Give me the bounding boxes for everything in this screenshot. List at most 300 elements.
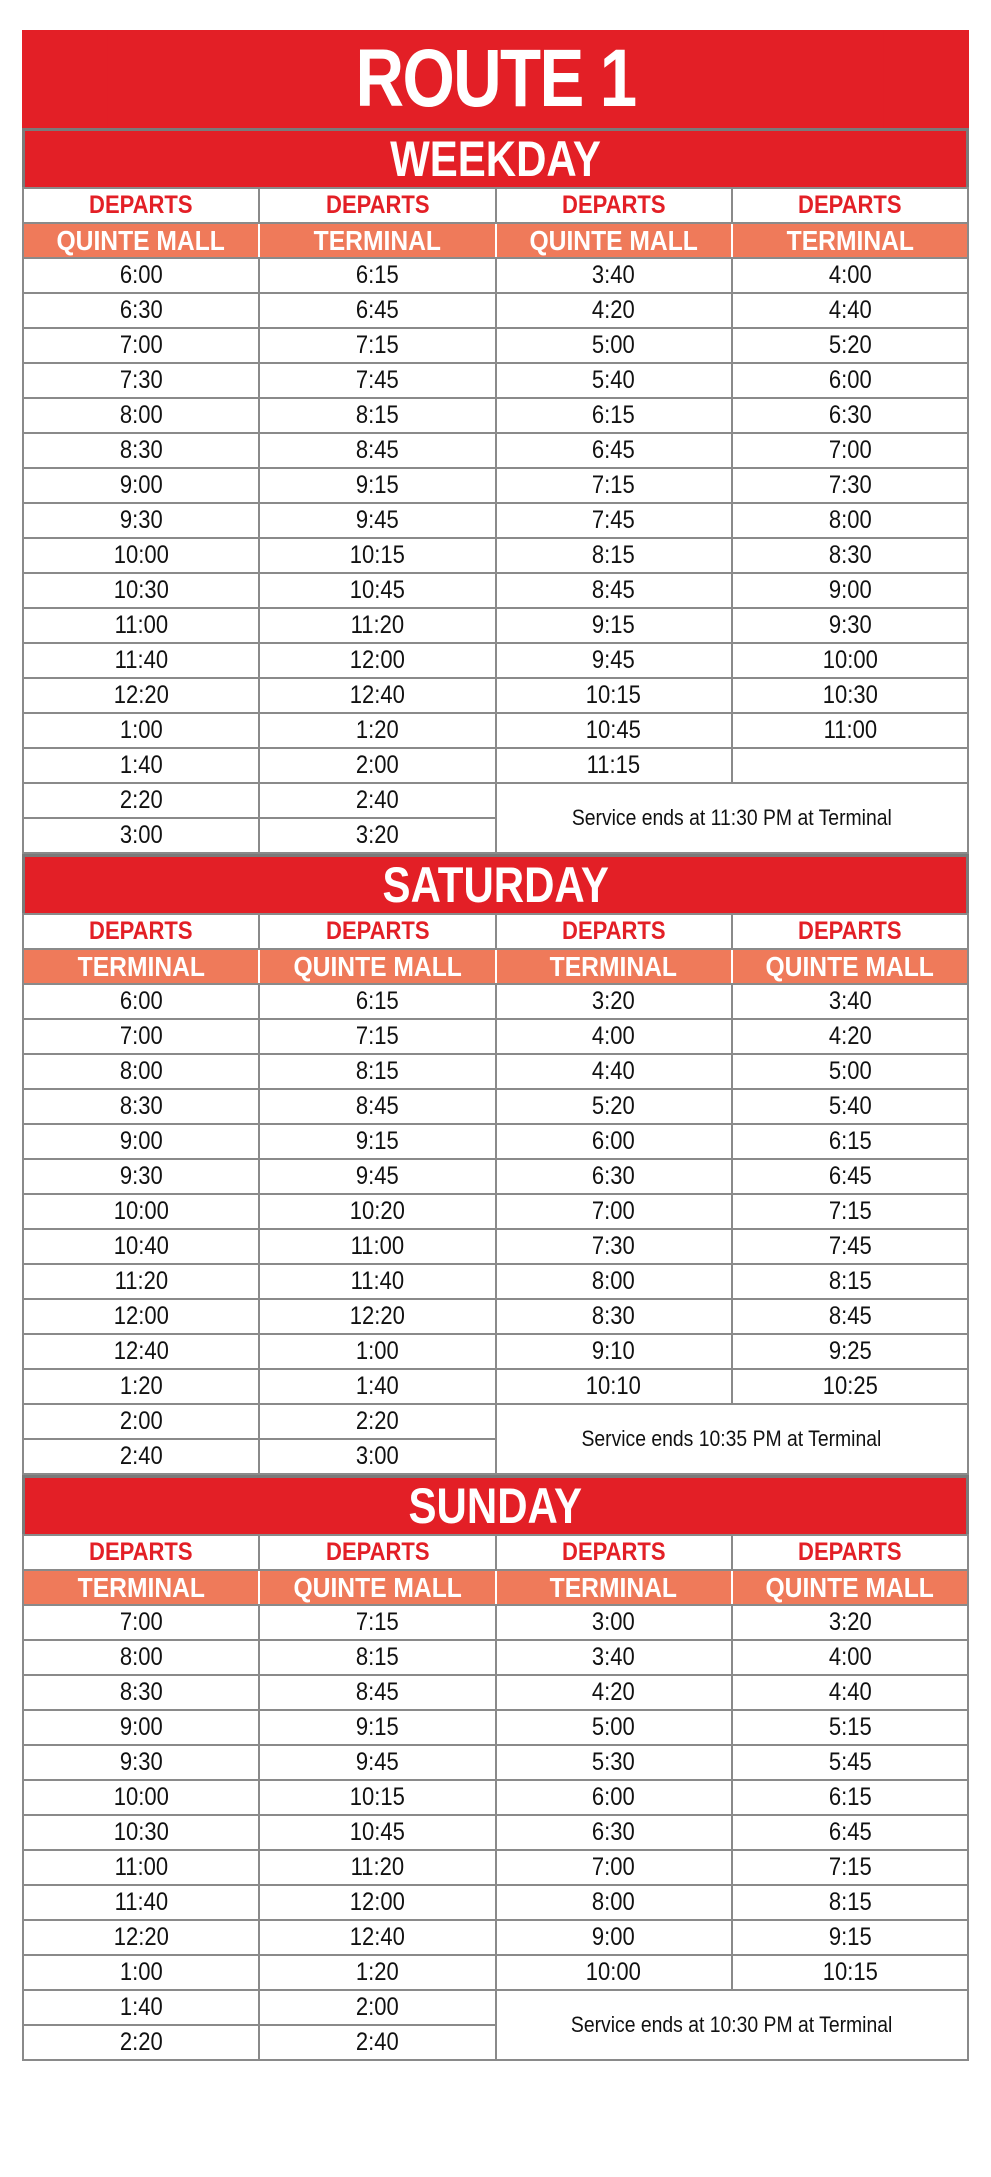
departure-time-text: 10:15 <box>822 1958 878 1986</box>
departure-time-text: 10:10 <box>586 1372 642 1400</box>
table-row <box>23 433 968 468</box>
schedule-sections <box>22 128 969 2061</box>
departure-time <box>23 608 259 643</box>
departure-time-text: 4:00 <box>828 1643 872 1671</box>
departure-time-text: 11:20 <box>350 1853 405 1881</box>
departure-time <box>23 1990 259 2025</box>
departure-time <box>259 678 495 713</box>
departure-time <box>496 1745 732 1780</box>
service-end-note-text: Service ends 10:35 PM at Terminal <box>581 1426 882 1451</box>
departs-header-row <box>23 914 968 949</box>
departure-time <box>23 293 259 328</box>
departure-time-text: 6:15 <box>355 987 399 1015</box>
departure-time-text: 5:20 <box>828 331 872 359</box>
departure-time-text: 10:00 <box>586 1958 642 1986</box>
departure-time-text: 8:00 <box>828 506 872 534</box>
departure-time <box>496 1334 732 1369</box>
departure-time <box>23 398 259 433</box>
departure-time-text: 4:20 <box>828 1022 872 1050</box>
departure-time <box>259 1369 495 1404</box>
departure-time <box>23 503 259 538</box>
departure-time <box>23 818 259 853</box>
departure-time-text: 3:20 <box>828 1608 872 1636</box>
departs-label <box>732 188 968 223</box>
departure-time-text: 7:00 <box>592 1197 636 1225</box>
table-row <box>23 1054 968 1089</box>
departure-time-text: 6:15 <box>828 1783 872 1811</box>
departure-time-text: 4:00 <box>592 1022 636 1050</box>
departure-time-text: 7:00 <box>119 331 163 359</box>
departure-time-text: 12:00 <box>349 1888 405 1916</box>
departure-time-text: 6:30 <box>119 296 163 324</box>
departure-time <box>496 1605 732 1640</box>
table-row <box>23 984 968 1019</box>
departure-time <box>732 713 968 748</box>
table-row <box>23 1815 968 1850</box>
departure-time-text: 1:40 <box>119 1993 163 2021</box>
departure-time <box>496 1850 732 1885</box>
departure-time-text: 1:00 <box>119 1958 163 1986</box>
departure-time-text: 11:00 <box>114 611 168 639</box>
departure-time <box>23 984 259 1019</box>
departure-time <box>23 1920 259 1955</box>
departure-time-text: 3:40 <box>828 987 872 1015</box>
stop-name <box>732 949 968 984</box>
departure-time-text: 7:00 <box>828 436 872 464</box>
stop-name-text: QUINTE MALL <box>293 1571 462 1603</box>
departure-time <box>496 1675 732 1710</box>
timetable-saturday <box>22 913 969 1475</box>
departure-time <box>732 748 968 783</box>
section-heading-weekday <box>22 128 969 187</box>
departure-time <box>259 468 495 503</box>
departure-time-text: 6:00 <box>592 1127 636 1155</box>
departure-time <box>23 1955 259 1990</box>
table-row <box>23 1159 968 1194</box>
departure-time-text: 8:15 <box>355 1057 399 1085</box>
stop-header-row <box>23 949 968 984</box>
departure-time-text: 6:15 <box>592 401 636 429</box>
departs-label-text: DEPARTS <box>325 1538 430 1566</box>
departure-time-text: 10:00 <box>113 1783 169 1811</box>
departure-time-text: 2:40 <box>119 1442 163 1470</box>
departure-time-text: 9:30 <box>119 506 163 534</box>
departure-time <box>259 363 495 398</box>
departs-label <box>23 914 259 949</box>
departure-time <box>496 1159 732 1194</box>
departure-time-text: 10:00 <box>113 541 169 569</box>
departure-time <box>496 713 732 748</box>
departure-time-text: 5:00 <box>592 1713 636 1741</box>
departure-time <box>496 1054 732 1089</box>
departure-time <box>259 818 495 853</box>
departure-time-text: 1:20 <box>355 1958 399 1986</box>
route-schedule <box>22 30 969 2061</box>
stop-header-row <box>23 1570 968 1605</box>
departure-time <box>732 1920 968 1955</box>
departure-time <box>23 643 259 678</box>
departure-time <box>496 258 732 293</box>
table-row <box>23 328 968 363</box>
departure-time-text: 11:40 <box>350 1267 405 1295</box>
departure-time-text: 8:00 <box>119 1643 163 1671</box>
departs-label-text: DEPARTS <box>325 191 430 219</box>
departure-time <box>732 1955 968 1990</box>
table-row <box>23 1885 968 1920</box>
departure-time-text: 8:00 <box>119 401 163 429</box>
departure-time <box>496 1229 732 1264</box>
departure-time-text: 6:15 <box>828 1127 872 1155</box>
departure-time <box>496 1019 732 1054</box>
departure-time-text: 9:25 <box>828 1337 872 1365</box>
table-row <box>23 503 968 538</box>
departure-time-text: 12:20 <box>349 1302 405 1330</box>
departure-time <box>23 1124 259 1159</box>
stop-name <box>732 223 968 258</box>
departs-label <box>259 188 495 223</box>
section-heading-label: SATURDAY <box>382 857 609 913</box>
departure-time-text: 6:45 <box>828 1162 872 1190</box>
departure-time <box>23 433 259 468</box>
stop-name <box>496 1570 732 1605</box>
departure-time-text: 4:00 <box>828 261 872 289</box>
departure-time <box>259 1264 495 1299</box>
departure-time <box>259 1990 495 2025</box>
stop-name <box>259 223 495 258</box>
departure-time <box>732 1089 968 1124</box>
departure-time-text: 11:20 <box>350 611 405 639</box>
departure-time-text: 5:20 <box>592 1092 636 1120</box>
departure-time-text: 2:20 <box>119 2028 163 2056</box>
table-row <box>23 1675 968 1710</box>
departure-time-text: 6:00 <box>119 987 163 1015</box>
departure-time-text: 8:15 <box>355 1643 399 1671</box>
departure-time-text: 1:00 <box>119 716 163 744</box>
table-row <box>23 643 968 678</box>
departure-time <box>496 468 732 503</box>
departs-label-text: DEPARTS <box>89 917 193 945</box>
departure-time <box>259 398 495 433</box>
departs-header-row <box>23 1535 968 1570</box>
departure-time-text: 6:30 <box>592 1162 636 1190</box>
departure-time <box>496 293 732 328</box>
departure-time <box>23 538 259 573</box>
departs-label <box>496 914 732 949</box>
departure-time <box>259 1299 495 1334</box>
departure-time <box>496 398 732 433</box>
table-row <box>23 1780 968 1815</box>
departs-label-text: DEPARTS <box>89 191 193 219</box>
table-row <box>23 573 968 608</box>
departs-header-row <box>23 188 968 223</box>
departure-time-text: 11:40 <box>114 1888 168 1916</box>
departure-time-text: 5:45 <box>828 1748 872 1776</box>
departure-time <box>259 748 495 783</box>
departure-time-text: 9:00 <box>592 1923 636 1951</box>
departure-time <box>23 1745 259 1780</box>
departure-time <box>732 1334 968 1369</box>
departure-time <box>496 1124 732 1159</box>
stop-name-text: TERMINAL <box>549 950 678 982</box>
departure-time-text: 3:00 <box>355 1442 399 1470</box>
departure-time <box>23 1019 259 1054</box>
departure-time-text: 8:45 <box>355 1678 399 1706</box>
table-row <box>23 538 968 573</box>
departure-time <box>23 713 259 748</box>
table-row <box>23 293 968 328</box>
departure-time-text: 9:45 <box>355 506 399 534</box>
stop-header-row <box>23 223 968 258</box>
departure-time-text: 6:30 <box>592 1818 636 1846</box>
departure-time-text: 5:00 <box>828 1057 872 1085</box>
departure-time <box>732 1054 968 1089</box>
departure-time-text: 3:20 <box>592 987 636 1015</box>
departure-time <box>496 608 732 643</box>
departs-label <box>259 914 495 949</box>
departure-time-text: 10:00 <box>113 1197 169 1225</box>
departure-time <box>23 1780 259 1815</box>
departure-time-text: 6:45 <box>592 436 636 464</box>
table-row <box>23 1404 968 1439</box>
table-row <box>23 1229 968 1264</box>
departure-time <box>732 328 968 363</box>
departure-time <box>732 433 968 468</box>
section-heading-sunday <box>22 1475 969 1534</box>
departure-time <box>23 2025 259 2060</box>
stop-name <box>259 949 495 984</box>
stop-name-text: QUINTE MALL <box>765 950 935 982</box>
timetable-weekday <box>22 187 969 854</box>
stop-name-text: QUINTE MALL <box>56 224 226 256</box>
departure-time <box>259 258 495 293</box>
departure-time-text: 6:00 <box>828 366 872 394</box>
departure-time-text: 10:30 <box>113 1818 169 1846</box>
departure-time-text: 6:30 <box>828 401 872 429</box>
departs-label-text: DEPARTS <box>561 917 666 945</box>
departure-time-text: 9:00 <box>828 576 872 604</box>
departure-time <box>732 678 968 713</box>
departure-time-text: 9:00 <box>119 471 163 499</box>
departure-time-text: 4:40 <box>592 1057 636 1085</box>
departure-time <box>259 293 495 328</box>
departure-time <box>732 1299 968 1334</box>
departure-time <box>732 258 968 293</box>
departure-time-text: 9:45 <box>355 1748 399 1776</box>
departure-time <box>732 608 968 643</box>
departure-time <box>259 1124 495 1159</box>
departure-time <box>496 1885 732 1920</box>
departure-time-text: 4:40 <box>828 1678 872 1706</box>
departs-label-text: DEPARTS <box>798 191 902 219</box>
table-row <box>23 1019 968 1054</box>
departure-time-text: 2:20 <box>119 786 163 814</box>
table-row <box>23 1194 968 1229</box>
service-end-note <box>496 783 969 853</box>
departure-time <box>496 1194 732 1229</box>
departure-time-text: 10:45 <box>349 1818 405 1846</box>
departure-time <box>259 1640 495 1675</box>
departure-time-text: 4:20 <box>592 296 636 324</box>
departure-time <box>496 1264 732 1299</box>
table-row <box>23 398 968 433</box>
departs-label-text: DEPARTS <box>798 1538 902 1566</box>
departure-time <box>259 1675 495 1710</box>
departure-time <box>259 1710 495 1745</box>
departure-time <box>23 1439 259 1474</box>
departure-time <box>496 1710 732 1745</box>
table-row <box>23 748 968 783</box>
departure-time <box>23 573 259 608</box>
departure-time <box>732 503 968 538</box>
departure-time <box>259 783 495 818</box>
departure-time <box>732 1885 968 1920</box>
departure-time-text: 12:40 <box>349 1923 405 1951</box>
departure-time <box>23 1404 259 1439</box>
departure-time <box>23 1605 259 1640</box>
departure-time-text: 6:45 <box>355 296 399 324</box>
departure-time-text: 9:15 <box>355 1127 399 1155</box>
table-row <box>23 1640 968 1675</box>
departure-time-text: 11:00 <box>114 1853 168 1881</box>
departure-time-text: 9:15 <box>355 1713 399 1741</box>
departure-time-text: 7:00 <box>592 1853 636 1881</box>
departure-time-text: 10:00 <box>822 646 878 674</box>
departure-time-text: 10:30 <box>822 681 878 709</box>
departure-time <box>732 468 968 503</box>
table-row <box>23 1089 968 1124</box>
departure-time-text: 5:00 <box>592 331 636 359</box>
stop-name <box>496 949 732 984</box>
service-end-note <box>496 1990 969 2060</box>
departure-time-text: 9:15 <box>828 1923 872 1951</box>
departure-time <box>23 1229 259 1264</box>
departure-time-text: 9:45 <box>592 646 636 674</box>
stop-name-text: TERMINAL <box>77 950 205 982</box>
departure-time <box>496 363 732 398</box>
departs-label <box>732 1535 968 1570</box>
departure-time-text: 3:40 <box>592 1643 636 1671</box>
departure-time <box>259 328 495 363</box>
departure-time <box>259 1439 495 1474</box>
stop-name-text: TERMINAL <box>549 1571 678 1603</box>
departure-time <box>732 1124 968 1159</box>
departs-label <box>496 188 732 223</box>
departure-time <box>496 748 732 783</box>
departure-time <box>259 1780 495 1815</box>
departure-time <box>732 1745 968 1780</box>
departure-time <box>732 1019 968 1054</box>
route-title-banner <box>22 30 969 128</box>
departure-time <box>259 1815 495 1850</box>
departure-time-text: 2:20 <box>355 1407 399 1435</box>
departure-time <box>23 783 259 818</box>
stop-name-text: TERMINAL <box>77 1571 205 1603</box>
departure-time-text: 12:20 <box>113 681 169 709</box>
departure-time-text: 3:00 <box>119 821 163 849</box>
table-row <box>23 1124 968 1159</box>
stop-name <box>259 1570 495 1605</box>
departure-time-text: 9:10 <box>592 1337 636 1365</box>
departure-time <box>23 1054 259 1089</box>
departure-time <box>23 1815 259 1850</box>
departure-time-text: 12:20 <box>113 1923 169 1951</box>
departure-time <box>496 1369 732 1404</box>
departure-time-text: 7:15 <box>355 1608 399 1636</box>
departure-time-text: 8:45 <box>355 436 399 464</box>
departure-time <box>259 1745 495 1780</box>
departure-time <box>732 1780 968 1815</box>
departure-time <box>259 573 495 608</box>
departure-time-text: 2:00 <box>355 751 399 779</box>
departure-time <box>259 1920 495 1955</box>
table-row <box>23 1369 968 1404</box>
departure-time-text: 6:00 <box>592 1783 636 1811</box>
departure-time-text: 5:30 <box>592 1748 636 1776</box>
departure-time <box>23 678 259 713</box>
departure-time <box>23 1299 259 1334</box>
departure-time <box>732 293 968 328</box>
departure-time <box>496 984 732 1019</box>
departure-time-text: 12:00 <box>349 646 405 674</box>
departure-time-text: 9:00 <box>119 1713 163 1741</box>
stop-name-text: TERMINAL <box>786 224 914 256</box>
stop-name-text: QUINTE MALL <box>529 224 698 256</box>
departure-time <box>496 1955 732 1990</box>
departure-time <box>259 1850 495 1885</box>
table-row <box>23 1955 968 1990</box>
departure-time <box>732 1605 968 1640</box>
departure-time <box>23 1334 259 1369</box>
departure-time-text: 7:00 <box>119 1608 163 1636</box>
departure-time <box>259 1054 495 1089</box>
route-title: ROUTE 1 <box>107 30 884 128</box>
departure-time-text: 11:00 <box>350 1232 405 1260</box>
departure-time <box>732 538 968 573</box>
departure-time <box>496 678 732 713</box>
table-row <box>23 1605 968 1640</box>
departure-time-text: 8:30 <box>828 541 872 569</box>
table-row <box>23 1990 968 2025</box>
departure-time-text: 10:15 <box>586 681 642 709</box>
departure-time-text: 10:20 <box>349 1197 405 1225</box>
departure-time <box>732 1815 968 1850</box>
departure-time-text: 8:15 <box>828 1267 872 1295</box>
departure-time-text: 5:15 <box>828 1713 872 1741</box>
table-row <box>23 783 968 818</box>
departure-time <box>732 643 968 678</box>
departure-time <box>259 433 495 468</box>
departure-time <box>259 1229 495 1264</box>
departure-time-text: 7:15 <box>355 331 399 359</box>
departure-time-text: 5:40 <box>828 1092 872 1120</box>
departure-time-text: 11:00 <box>823 716 877 744</box>
table-row <box>23 608 968 643</box>
departure-time-text: 6:45 <box>828 1818 872 1846</box>
departure-time-text: 10:40 <box>113 1232 169 1260</box>
departure-time <box>23 1640 259 1675</box>
departure-time-text: 10:15 <box>349 541 405 569</box>
departure-time-text: 7:30 <box>119 366 163 394</box>
table-row <box>23 468 968 503</box>
table-row <box>23 363 968 398</box>
departure-time <box>23 363 259 398</box>
departure-time <box>23 1885 259 1920</box>
departure-time-text: 8:45 <box>592 576 636 604</box>
departs-label <box>496 1535 732 1570</box>
departure-time-text: 9:00 <box>119 1127 163 1155</box>
departure-time-text: 3:40 <box>592 261 636 289</box>
departure-time-text: 7:45 <box>592 506 636 534</box>
